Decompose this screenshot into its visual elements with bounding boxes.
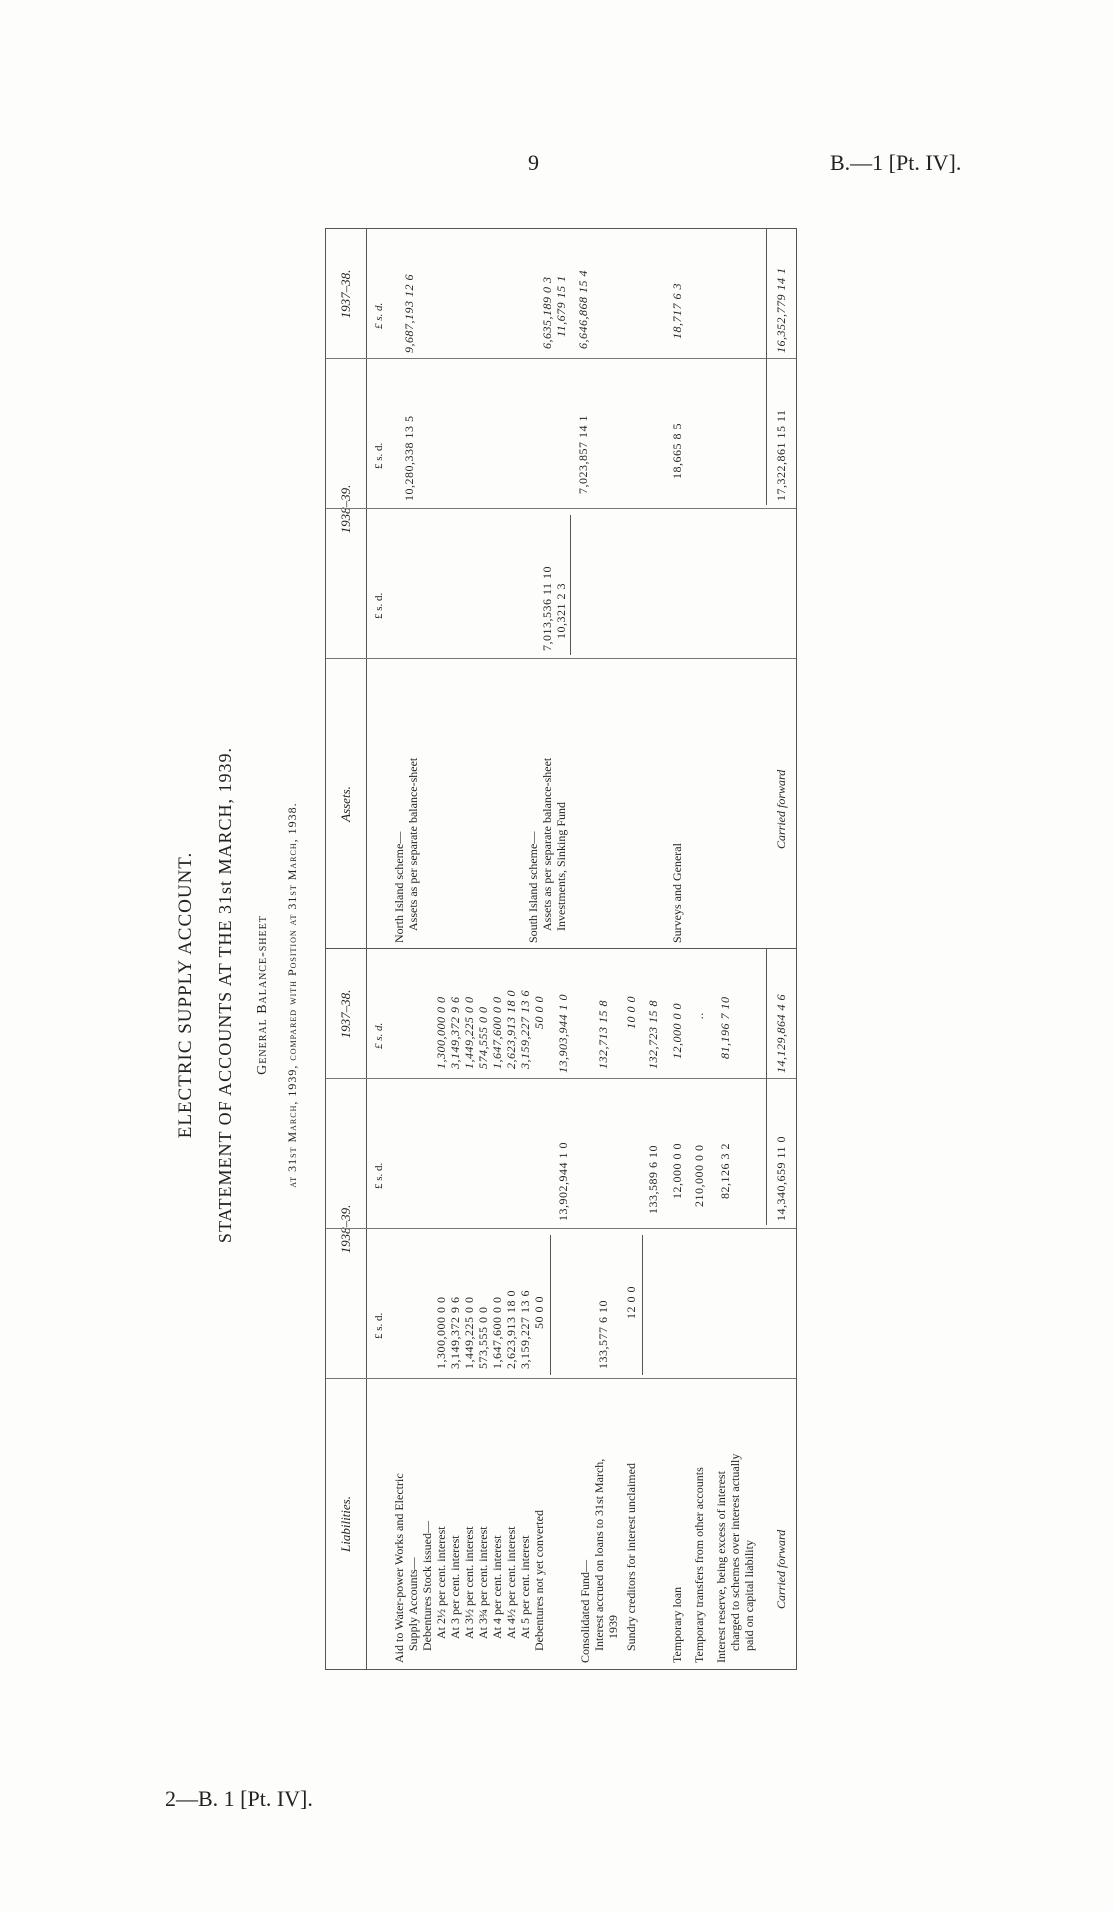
debenture-row-prev: 574,555 0 0	[476, 1006, 490, 1069]
consolidated-fund-label: Consolidated Fund—	[578, 1559, 592, 1663]
carried-forward-amount: 14,340,659 11 0	[774, 1135, 788, 1221]
debenture-row-amount: 3,159,227 13 6	[518, 1290, 532, 1369]
debenture-row-label: At 3½ per cent. interest	[462, 1526, 476, 1639]
north-island-amount: 10,280,338 13 5	[402, 415, 416, 501]
north-island-sub: Assets as per separate balance-sheet	[406, 757, 420, 931]
north-island-prev: 9,687,193 12 6	[402, 274, 416, 353]
debenture-row-amount: 2,623,913 18 0	[504, 1290, 518, 1369]
column-divider	[326, 1078, 796, 1079]
balance-sheet-table	[325, 228, 797, 1670]
temporary-loan-amount: 12,000 0 0	[670, 1143, 684, 1199]
assets-year-1938-39: 1938–39.	[338, 484, 353, 534]
south-island-total-prev: 6,646,868 15 4	[576, 270, 590, 349]
debenture-row-amount: 50 0 0	[532, 1296, 546, 1329]
column-divider	[326, 358, 796, 359]
surveys-amount: 18,665 8 5	[670, 423, 684, 479]
debenture-row-prev: 50 0 0	[532, 996, 546, 1029]
north-island-label: North Island scheme—	[392, 831, 406, 943]
reserve-amount: 82,126 3 2	[718, 1143, 732, 1199]
titles-block	[175, 210, 315, 1780]
reserve-label-3: paid on capital liability	[742, 1540, 756, 1651]
liabilities-year-1937-38: 1937–38.	[338, 989, 353, 1039]
debenture-row-label: At 5 per cent. interest	[518, 1535, 532, 1639]
assets-header: Assets.	[338, 786, 353, 822]
temporary-loan-prev: 12,000 0 0	[670, 1003, 684, 1059]
interest-prev: 132,713 15 8	[596, 1000, 610, 1069]
aid-label-line1: Aid to Water-power Works and Electric	[392, 1473, 406, 1663]
debenture-row-label: At 4½ per cent. interest	[504, 1526, 518, 1639]
debenture-row-label: At 3 per cent. interest	[448, 1535, 462, 1639]
interest-label-2: 1939	[606, 1615, 620, 1639]
debenture-row-prev: 1,449,225 0 0	[462, 996, 476, 1069]
currency-header: £ s. d.	[373, 302, 385, 329]
carried-forward-prev: 14,129,864 4 6	[774, 994, 788, 1073]
debenture-row-label: At 3¾ per cent. interest	[476, 1526, 490, 1639]
consolidated-total: 133,589 6 10	[646, 1145, 660, 1214]
rotated-balance-sheet	[175, 210, 815, 1780]
currency-header: £ s. d.	[373, 592, 385, 619]
aid-label-line2: Supply Accounts—	[406, 1557, 420, 1651]
currency-header: £ s. d.	[373, 1162, 385, 1189]
south-island-total: 7,023,857 14 1	[576, 415, 590, 494]
currency-header: £ s. d.	[373, 442, 385, 469]
liabilities-year-1938-39: 1938–39.	[338, 1204, 353, 1254]
debenture-row-amount: 1,300,000 0 0	[434, 1296, 448, 1369]
surveys-label: Surveys and General	[670, 843, 684, 943]
sundry-amount: 12 0 0	[624, 1286, 638, 1319]
interest-amount: 133,577 6 10	[596, 1300, 610, 1369]
debenture-row-amount: 1,647,600 0 0	[490, 1296, 504, 1369]
consolidated-total-prev: 132,723 15 8	[646, 1000, 660, 1069]
sundry-label: Sundry creditors for interest unclaimed	[624, 1463, 638, 1651]
surveys-prev: 18,717 6 3	[670, 283, 684, 339]
south-island-sub1-amount: 7,013,536 11 10	[540, 565, 554, 651]
column-divider	[326, 1228, 796, 1229]
transfers-amount: 210,000 0 0	[692, 1144, 706, 1207]
south-island-sub1-prev: 6,635,189 0 3	[540, 276, 554, 349]
sundry-prev: 10 0 0	[624, 996, 638, 1029]
debenture-row-prev: 3,149,372 9 6	[448, 996, 462, 1069]
aid-total-prev: 13,903,944 1 0	[556, 994, 570, 1073]
carried-forward-label: Carried forward	[774, 769, 788, 849]
debenture-row-prev: 1,300,000 0 0	[434, 996, 448, 1069]
south-island-sub1: Assets as per separate balance-sheet	[540, 757, 554, 931]
page-reference-top: B.—1 [Pt. IV].	[830, 150, 962, 175]
debenture-row-prev: 1,647,600 0 0	[490, 996, 504, 1069]
debenture-row-amount: 573,555 0 0	[476, 1306, 490, 1369]
interest-label-1: Interest accrued on loans to 31st March,	[592, 1458, 606, 1651]
sheet-title: General Balance-sheet	[255, 915, 270, 1075]
statement-title: STATEMENT OF ACCOUNTS AT THE 31st MARCH, 1939.	[215, 746, 235, 1244]
currency-header: £ s. d.	[373, 1022, 385, 1049]
south-island-label: South Island scheme—	[526, 831, 540, 943]
liabilities-header: Liabilities.	[338, 1496, 353, 1552]
transfers-prev: ..	[692, 1012, 706, 1019]
column-divider	[326, 1378, 796, 1379]
total-rule	[766, 949, 767, 1225]
column-divider	[326, 658, 796, 659]
currency-header: £ s. d.	[373, 1312, 385, 1339]
aid-total: 13,902,944 1 0	[556, 1142, 570, 1221]
debenture-row-amount: 3,149,372 9 6	[448, 1296, 462, 1369]
subtotal-rule	[642, 1235, 643, 1375]
assets-year-1937-38: 1937–38.	[338, 269, 353, 319]
subtotal-rule	[570, 515, 571, 655]
page-reference-bottom: 2—B. 1 [Pt. IV].	[165, 1786, 313, 1811]
column-divider	[326, 508, 796, 509]
debenture-row-label: At 2½ per cent. interest	[434, 1526, 448, 1639]
debenture-row-prev: 2,623,913 18 0	[504, 990, 518, 1069]
assets-side	[326, 229, 796, 949]
south-island-sub2-prev: 11,679 15 1	[554, 275, 568, 337]
debenture-row-prev: 3,159,227 13 6	[518, 990, 532, 1069]
debenture-row-amount: 1,449,225 0 0	[462, 1296, 476, 1369]
south-island-sub2: Investments, Sinking Fund	[554, 801, 568, 931]
transfers-label: Temporary transfers from other accounts	[692, 1467, 706, 1663]
reserve-prev: 81,196 7 10	[718, 996, 732, 1059]
debentures-label: Debentures Stock issued—	[420, 1521, 434, 1651]
page-number: 9	[528, 150, 539, 175]
liabilities-side	[326, 948, 796, 1669]
liabilities-header-row	[326, 949, 367, 1669]
total-rule	[766, 229, 767, 505]
debenture-row-label: At 4 per cent. interest	[490, 1535, 504, 1639]
subtotal-rule	[550, 1235, 551, 1375]
carried-forward-prev: 16,352,779 14 1	[774, 267, 788, 353]
sub-title: at 31st March, 1939, compared with Position at 31st March, 1938.	[285, 802, 299, 1188]
assets-header-row	[326, 229, 367, 949]
reserve-label-1: Interest reserve, being excess of interest	[714, 1471, 728, 1663]
south-island-sub2-amount: 10,321 2 3	[554, 583, 568, 639]
carried-forward-label: Carried forward	[774, 1529, 788, 1609]
carried-forward-amount: 17,322,861 15 11	[774, 409, 788, 501]
main-title: ELECTRIC SUPPLY ACCOUNT.	[175, 851, 196, 1139]
temporary-loan-label: Temporary loan	[670, 1586, 684, 1663]
reserve-label-2: charged to schemes over interest actually	[728, 1453, 742, 1651]
debenture-row-label: Debentures not yet converted	[532, 1510, 546, 1651]
